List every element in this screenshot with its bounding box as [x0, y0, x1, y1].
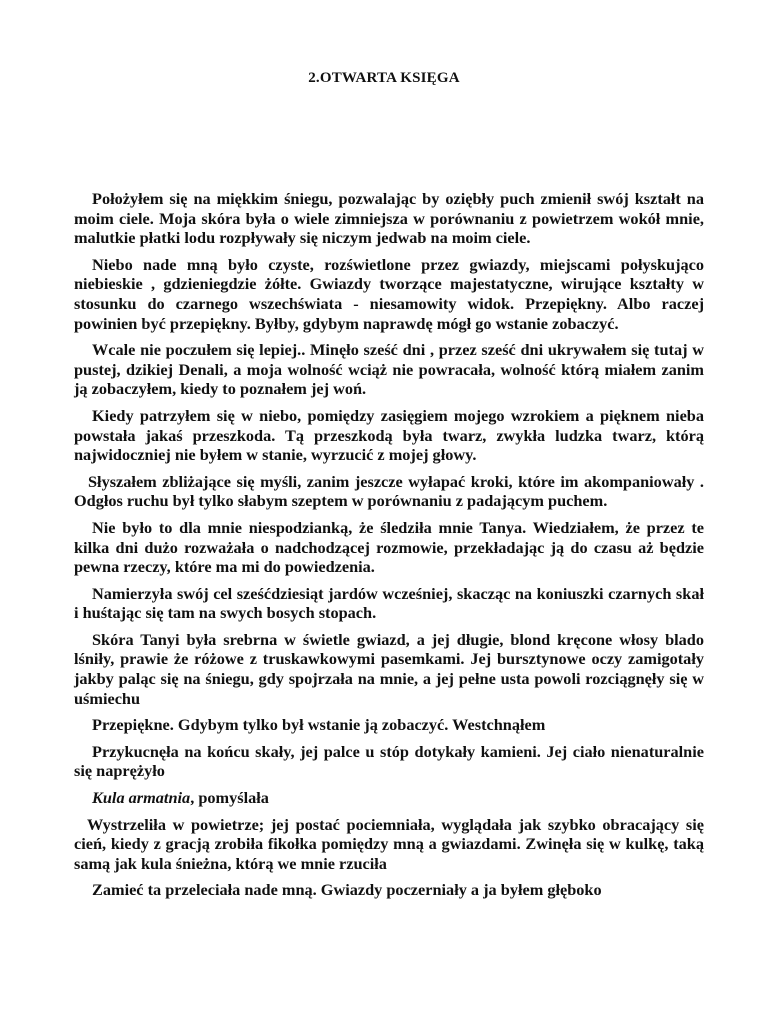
paragraph-7: Namierzyła swój cel sześćdziesiąt jardów wcześniej, skacząc na koniuszki czarnych skał i huśtając się tam na swych bosych stopach.	[74, 583, 704, 623]
thought-italic: Kula armatnia	[92, 788, 191, 808]
chapter-body	[74, 189, 704, 907]
paragraph-12: Wystrzeliła w powietrze; jej postać pociemniała, wyglądała jak szybko obracający się cień, kiedy z gracją zrobiła fikołka pomiędzy mną a gwiazdami. Zwinęła się w kulkę, taką samą jak kula śnieżna, którą we mnie rzuciła	[74, 814, 704, 873]
paragraph-2: Niebo nade mną było czyste, rozświetlone przez gwiazdy, miejscami połyskująco niebieskie , gdzieniegdzie żółte. Gwiazdy tworzące majestatyczne, wirujące kształty w stosunku do czarnego wszechświata - niesamowity widok. Przepiękny. Albo raczej powinien być przepiękny. Byłby, gdybym naprawdę mógł go wstanie zobaczyć.	[74, 254, 704, 333]
paragraph-4: Kiedy patrzyłem się w niebo, pomiędzy zasięgiem mojego wzrokiem a pięknem nieba powstała jakaś przeszkoda. Tą przeszkodą była twarz, zwykła ludzka twarz, którą najwidoczniej nie byłem w stanie, wyrzucić z mojej głowy.	[74, 405, 704, 465]
paragraph-6: Nie było to dla mnie niespodzianką, że śledziła mnie Tanya. Wiedziałem, że przez te kilka dni dużo rozważała o nadchodzącej rozmowie, przekładając ją do czasu aż będzie pewna rzeczy, które ma mi do powiedzenia.	[74, 517, 704, 577]
paragraph-5: Słyszałem zbliżające się myśli, zanim jeszcze wyłapać kroki, które im akompaniowały . Odgłos ruchu był tylko słabym szeptem w porównaniu z padającym puchem.	[74, 471, 704, 511]
paragraph-1: Położyłem się na miękkim śniegu, pozwalając by oziębły puch zmienił swój kształt na moim ciele. Moja skóra była o wiele zimniejsza w porównaniu z powietrzem wokół mnie, malutkie płatki lodu rozpływały się niczym jedwab na moim ciele.	[74, 189, 704, 248]
paragraph-13: Zamieć ta przeleciała nade mną. Gwiazdy poczerniały a ja byłem głęboko	[92, 880, 602, 900]
thought-suffix: , pomyślała	[190, 788, 269, 808]
paragraph-thought	[74, 788, 704, 808]
paragraph-9: Przepiękne. Gdybym tylko był wstanie ją zobaczyć. Westchnąłem	[92, 715, 546, 735]
paragraph-10: Przykucnęła na końcu skały, jej palce u stóp dotykały kamieni. Jej ciało nienaturalnie się naprężyło	[74, 741, 704, 781]
paragraph-3: Wcale nie poczułem się lepiej.. Minęło sześć dni , przez sześć dni ukrywałem się tutaj w pustej, dzikiej Denali, a moja wolność wciąż nie powracała, wolność którą miałem zanim ją zobaczyłem, kiedy to poznałem jej woń.	[74, 340, 704, 399]
chapter-title: 2.OTWARTA KSIĘGA	[308, 70, 460, 86]
paragraph-8: Skóra Tanyi była srebrna w świetle gwiazd, a jej długie, blond kręcone włosy blado lśniły, prawie że różowe z truskawkowymi pasemkami. Jej bursztynowe oczy zamigotały jakby paląc się na śniegu, gdy spojrzała na mnie, a jej pełne usta powoli rozciągnęły się w uśmiechu	[74, 629, 704, 708]
